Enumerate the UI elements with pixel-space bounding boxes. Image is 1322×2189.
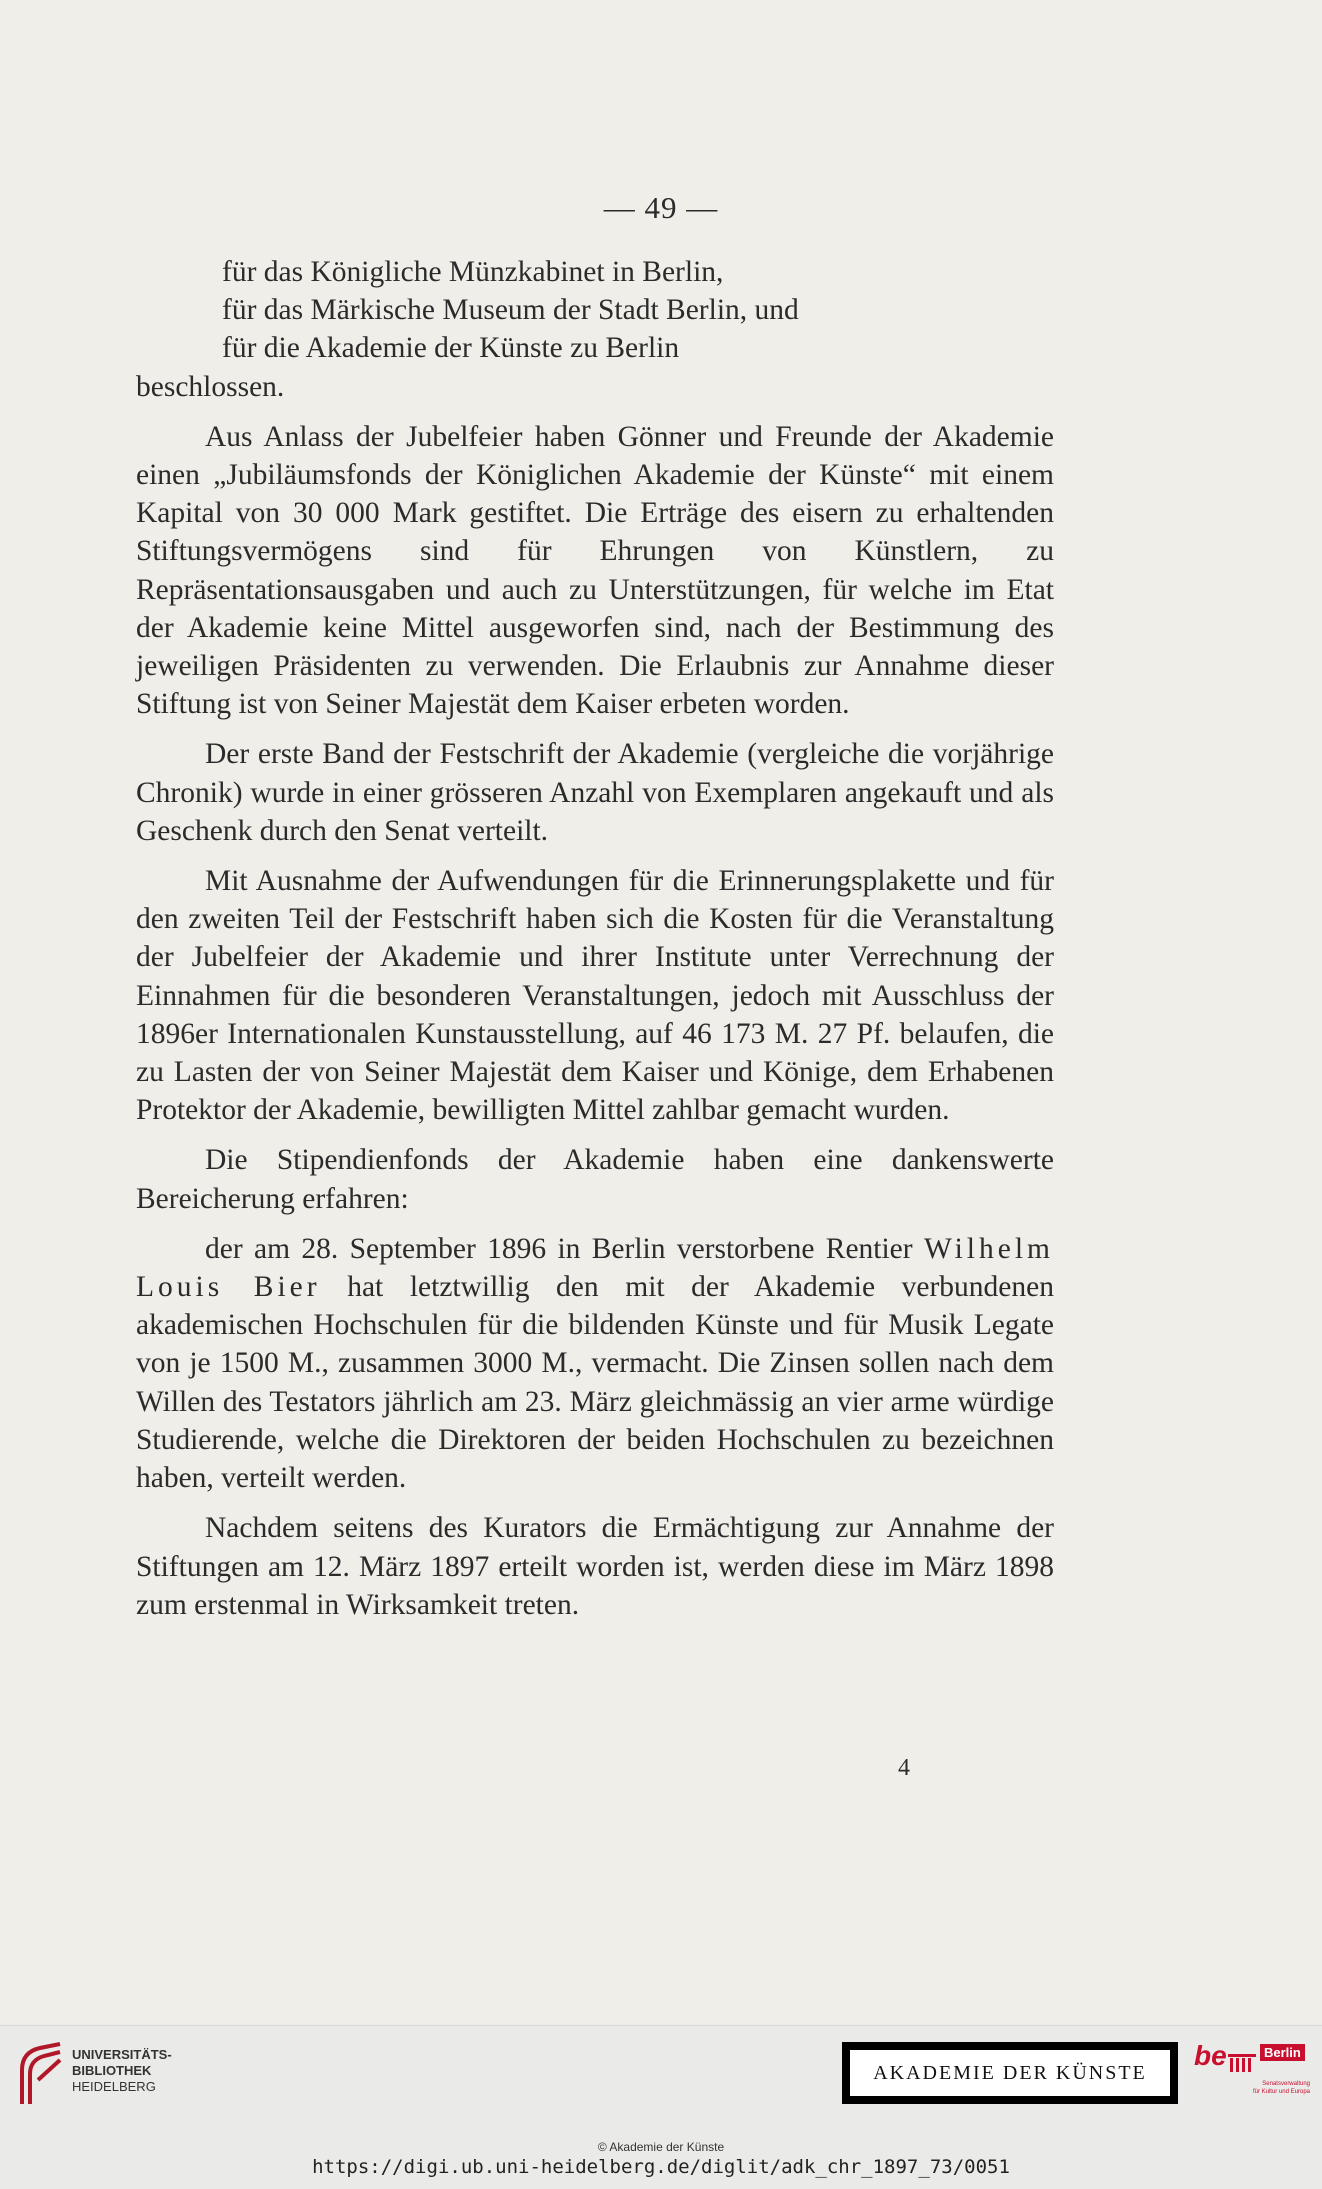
ub-line: UNIVERSITÄTS- — [72, 2047, 172, 2062]
berlin-be-mark: be — [1194, 2040, 1227, 2071]
paragraph-ermaechtigung: Nachdem seitens des Kurators die Ermächtigung zur Annahme der Stiftungen am 12. März 1897 erteilt worden ist, werden diese im März 1898 zum erstenmal in Wirksamkeit treten. — [136, 1512, 1054, 1621]
paragraph-festschrift: Der erste Band der Festschrift der Akademie (vergleiche die vorjährige Chronik) wurde in einer grösseren Anzahl von Exemplaren angekauft und als Geschenk durch den Senat verteilt. — [136, 738, 1054, 847]
page-number: — 49 — — [603, 190, 719, 225]
akademie-der-kuenste-logo[interactable] — [842, 2042, 1178, 2104]
list-item: für das Märkische Museum der Stadt Berlin, und — [222, 294, 799, 327]
paragraph-kosten: Mit Ausnahme der Aufwendungen für die Erinnerungsplakette und für den zweiten Teil der Festschrift haben sich die Kosten für die Veranstaltung der Jubelfeier der Akademie und ihrer Institute unter Verrechnung der Einnahmen für die besonderen Veranstaltungen, jedoch mit Ausschluss der 1896er Internationalen Kunstausstellung, auf 46 173 M. 27 Pf. belaufen, die zu Lasten der von Seiner Majestät dem Kaiser und Könige, dem Erhabenen Protektor der Akademie, bewilligten Mittel zahlbar gemacht wurden. — [136, 865, 1054, 1127]
ub-line: BIBLIOTHEK — [72, 2063, 152, 2078]
berlin-department-line: Senatsverwaltung — [1262, 2081, 1310, 2087]
paragraph-jubilaeumsfonds: Aus Anlass der Jubelfeier haben Gönner und Freunde der Akademie einen „Jubiläumsfonds der Königlichen Akademie der Künste“ mit einem Kapital von 30 000 Mark gestiftet. Die Erträge des eisern zu erhaltenden Stiftungsvermögens sind für Ehrungen von Künstlern, zu Repräsentationsausgaben und auch zu Unterstützungen, für welche im Etat der Akademie keine Mittel ausgeworfen sind, nach der Bestimmung des jeweiligen Präsidenten zu verwenden. Die Erlaubnis zur Annahme dieser Stiftung ist von Seiner Majestät dem Kaiser erbeten worden. — [136, 420, 1054, 721]
signature-mark: 4 — [898, 1755, 910, 1781]
copyright-notice: © Akademie der Künste — [597, 2140, 725, 2154]
list-item: für die Akademie der Künste zu Berlin — [222, 332, 680, 365]
berlin-logo[interactable] — [1190, 2040, 1310, 2120]
ub-line: HEIDELBERG — [72, 2079, 156, 2094]
adk-logo-label: AKADEMIE DER KÜNSTE — [850, 2050, 1170, 2096]
opening-end: beschlossen. — [136, 370, 285, 403]
opening-list — [136, 253, 1054, 406]
page-body — [136, 253, 1054, 1624]
berlin-department — [1220, 2080, 1310, 2096]
bier-after: hat letztwillig den mit der Akademie verbundenen akademischen Hochschulen für die bildenden Künste und für Musik Legate von je 1500 M., zusammen 3000 M., vermacht. Die Zinsen sollen nach dem Willen des Testators jährlich am 23. März gleichmässig an vier arme würdige Studierende, welche die Direktoren der beiden Hochschulen zu bezeichnen haben, verteilt werden. — [136, 1271, 1054, 1495]
university-library-logo-icon[interactable] — [14, 2040, 66, 2108]
bier-name: Wilhelm Louis Bier — [136, 1232, 1054, 1304]
berlin-bars-icon — [1228, 2050, 1258, 2072]
list-item: für das Königliche Münzkabinet in Berlin, — [222, 256, 724, 288]
berlin-tag: Berlin — [1260, 2044, 1305, 2061]
permalink-url[interactable]: https://digi.ub.uni-heidelberg.de/diglit/adk_chr_1897_73/0051 — [312, 2156, 1010, 2178]
bier-before: der am 28. September 1896 in Berlin verstorbene Rentier — [205, 1232, 913, 1265]
paragraph-stipendienfonds: Die Stipendienfonds der Akademie haben eine dankenswerte Bereicherung erfahren: — [136, 1144, 1054, 1215]
berlin-department-line: für Kultur und Europa — [1252, 2089, 1310, 2095]
university-library-name[interactable] — [72, 2047, 172, 2095]
paragraph-bier-legat — [136, 1230, 1054, 1497]
